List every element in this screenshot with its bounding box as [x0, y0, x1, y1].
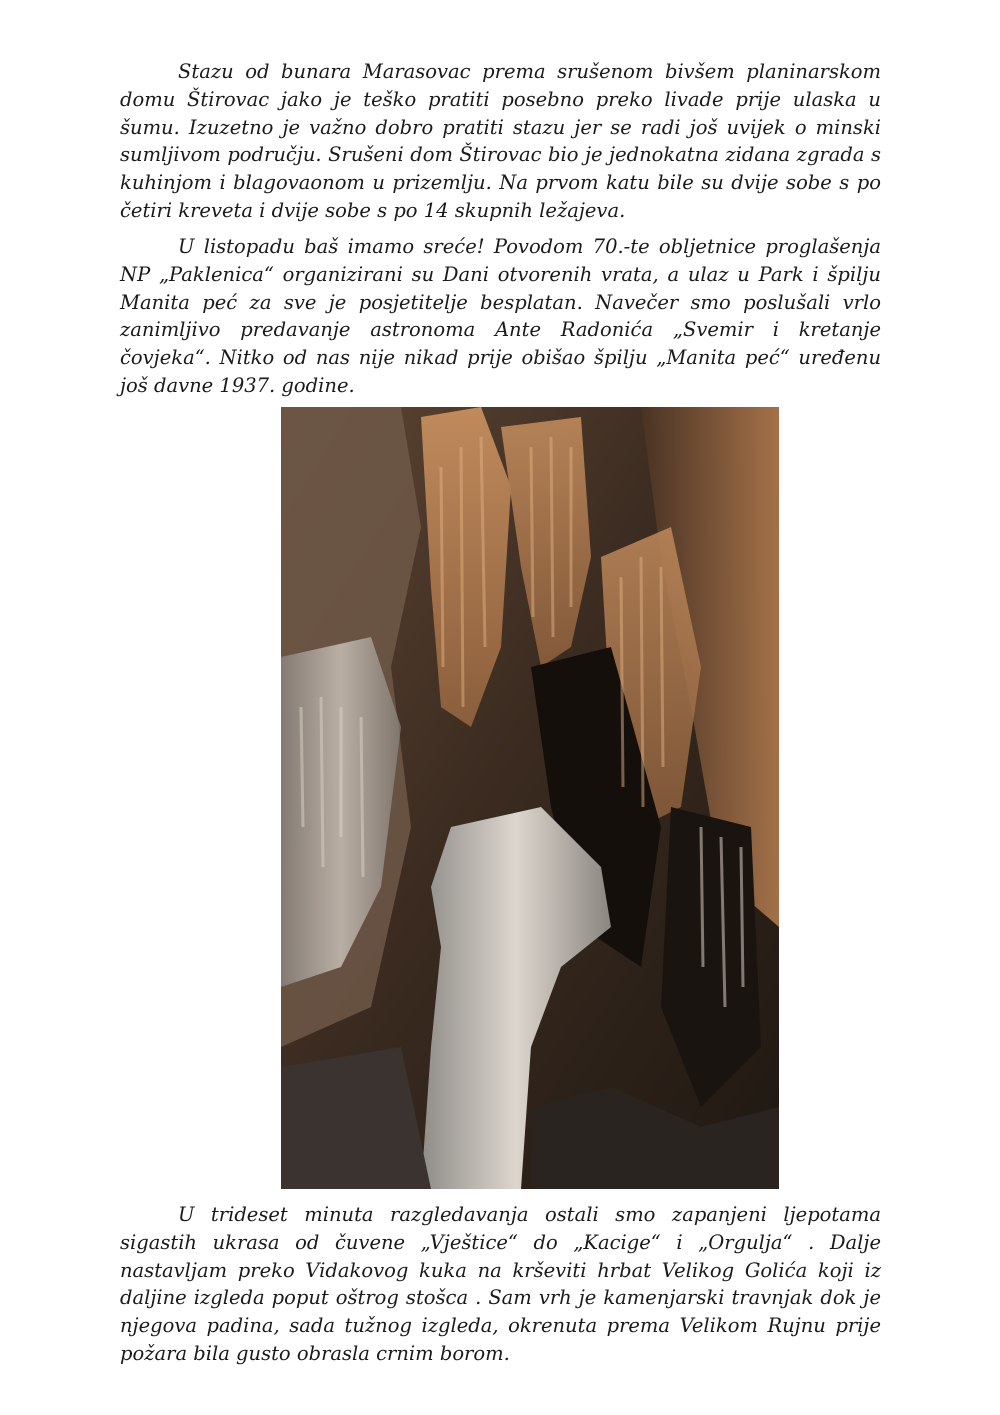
cave-photo: [281, 407, 779, 1189]
paragraph-3: U trideset minuta razgledavanja ostali smo zapanjeni ljepotama sigastih ukrasa od čuvene „Vještice“ do „Kacige“ i „Orgulja“ . Dalje nastavljam preko Vidakovog kuka na krševiti hrbat Velikog Golića koji iz daljine izgleda poput oštrog stošca . Sam vrh je kamenjarski travnjak dok je njegova padina, sada tužnog izgleda, okrenuta prema Velikom Rujnu prije požara bila gusto obrasla crnim borom.: [120, 1203, 881, 1365]
paragraph-2: U listopadu baš imamo sreće! Povodom 70.-te obljetnice proglašenja NP „Paklenica“ organizirani su Dani otvorenih vrata, a ulaz u Park i špilju Manita peć za sve je posjetitelje besplatan. Navečer smo poslušali vrlo zanimljivo predavanje astronoma Ante Radonića „Svemir i kretanje čovjeka“. Nitko od nas nije nikad prije obišao špilju „Manita peć“ uređenu još davne 1937. godine.: [120, 235, 881, 397]
paragraph-1: Stazu od bunara Marasovac prema srušenom bivšem planinarskom domu Štirovac jako je teško pratiti posebno preko livade prije ulaska u šumu. Izuzetno je važno dobro pratiti stazu jer se radi još uvijek o minski sumljivom području. Srušeni dom Štirovac bio je jednokatna zidana zgrada s kuhinjom i blagovaonom u prizemlju. Na prvom katu bile su dvije sobe s po četiri kreveta i dvije sobe s po 14 skupnih ležajeva.: [120, 60, 881, 222]
